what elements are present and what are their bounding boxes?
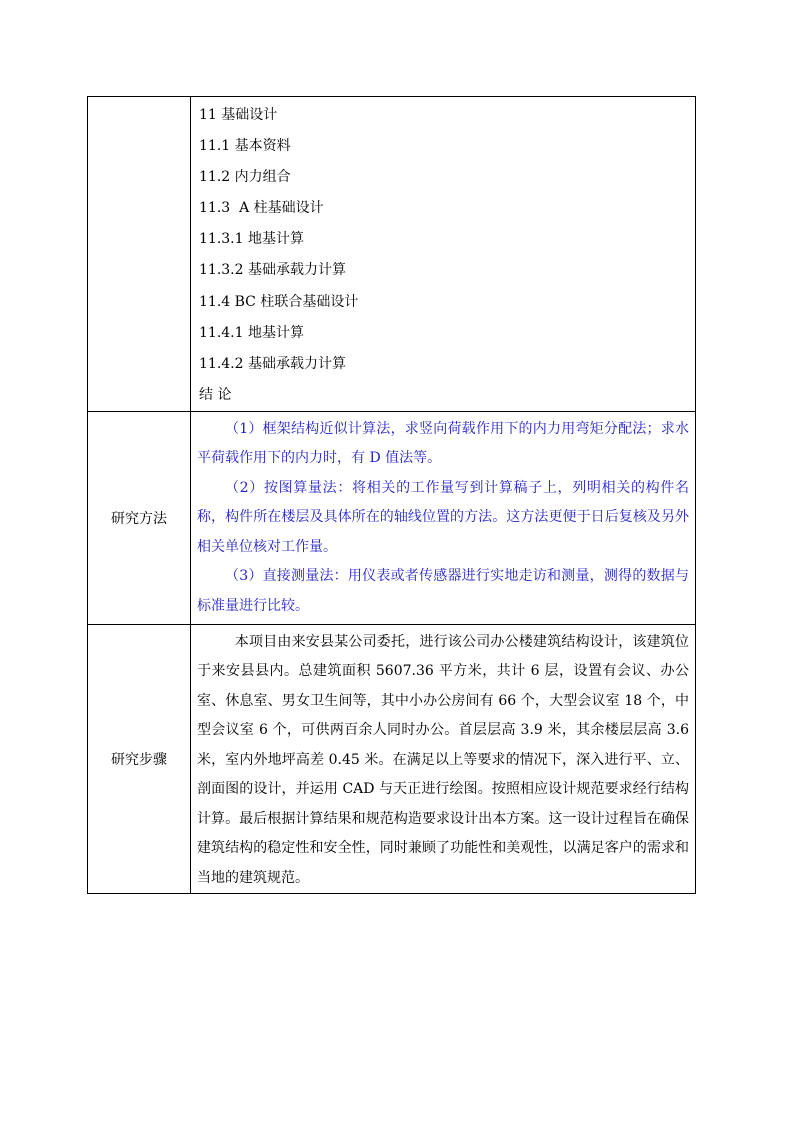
methods-content-cell (191, 411, 696, 624)
toc-item: 11.4.1 地基计算 (199, 324, 304, 341)
toc-item: 结 论 (199, 386, 232, 403)
methods-paragraph: （1）框架结构近似计算法，求竖向荷载作用下的内力用弯矩分配法；求水平荷载作用下的内力时，有 D 值法等。 (197, 420, 689, 467)
methods-paragraph: （2）按图算量法：将相关的工作量写到计算稿子上，列明相关的构件名称，构件所在楼层及具体所在的轴线位置的方法。这方法更便于日后复核及另外相关单位核对工作量。 (197, 479, 689, 555)
toc-list (191, 97, 695, 411)
methods-row (88, 411, 696, 624)
steps-paragraph: 本项目由来安县某公司委托，进行该公司办公楼建筑结构设计，该建筑位于来安县县内。总建筑面积 5607.36 平方米，共计 6 层，设置有会议、办公室、休息室、男女卫生间等，其中小办公房间有 66 个，大型会议室 18 个，中型会议室 6 个，可供两百余人同时办公。首层层高 3.9 米，其余楼层层高 3.6 米，室内外地坪高差 0.45 米。在满足以上等要求的情况下，深入进行平、立、剖面图的设计，并运用 CAD 与天正进行绘图。按照相应设计规范要求经行结构计算。最后根据计算结果和规范构造要求设计出本方案。这一设计过程旨在确保建筑结构的稳定性和安全性，同时兼顾了功能性和美观性，以满足客户的需求和当地的建筑规范。 (197, 633, 689, 886)
toc-item: 11.3.1 地基计算 (199, 231, 304, 248)
toc-item: 11.3 A 柱基础设计 (199, 200, 324, 217)
toc-item: 11 基础设计 (199, 107, 278, 123)
steps-label: 研究步骤 (88, 624, 191, 894)
toc-item: 11.4.2 基础承载力计算 (199, 355, 346, 372)
steps-row (88, 624, 696, 894)
toc-item: 11.3.2 基础承载力计算 (199, 262, 346, 279)
toc-content-cell (191, 97, 696, 412)
methods-paragraph: （3）直接测量法：用仪表或者传感器进行实地走访和测量，测得的数据与标准量进行比较。 (197, 568, 689, 614)
toc-row (88, 97, 696, 412)
toc-label-cell (88, 97, 191, 412)
steps-text (191, 625, 695, 894)
steps-content-cell (191, 624, 696, 894)
toc-item: 11.1 基本资料 (199, 138, 291, 155)
methods-label: 研究方法 (88, 411, 191, 624)
toc-item: 11.4 BC 柱联合基础设计 (199, 293, 359, 310)
research-plan-table (87, 96, 696, 894)
toc-item: 11.2 内力组合 (199, 169, 291, 186)
methods-text (191, 412, 695, 622)
